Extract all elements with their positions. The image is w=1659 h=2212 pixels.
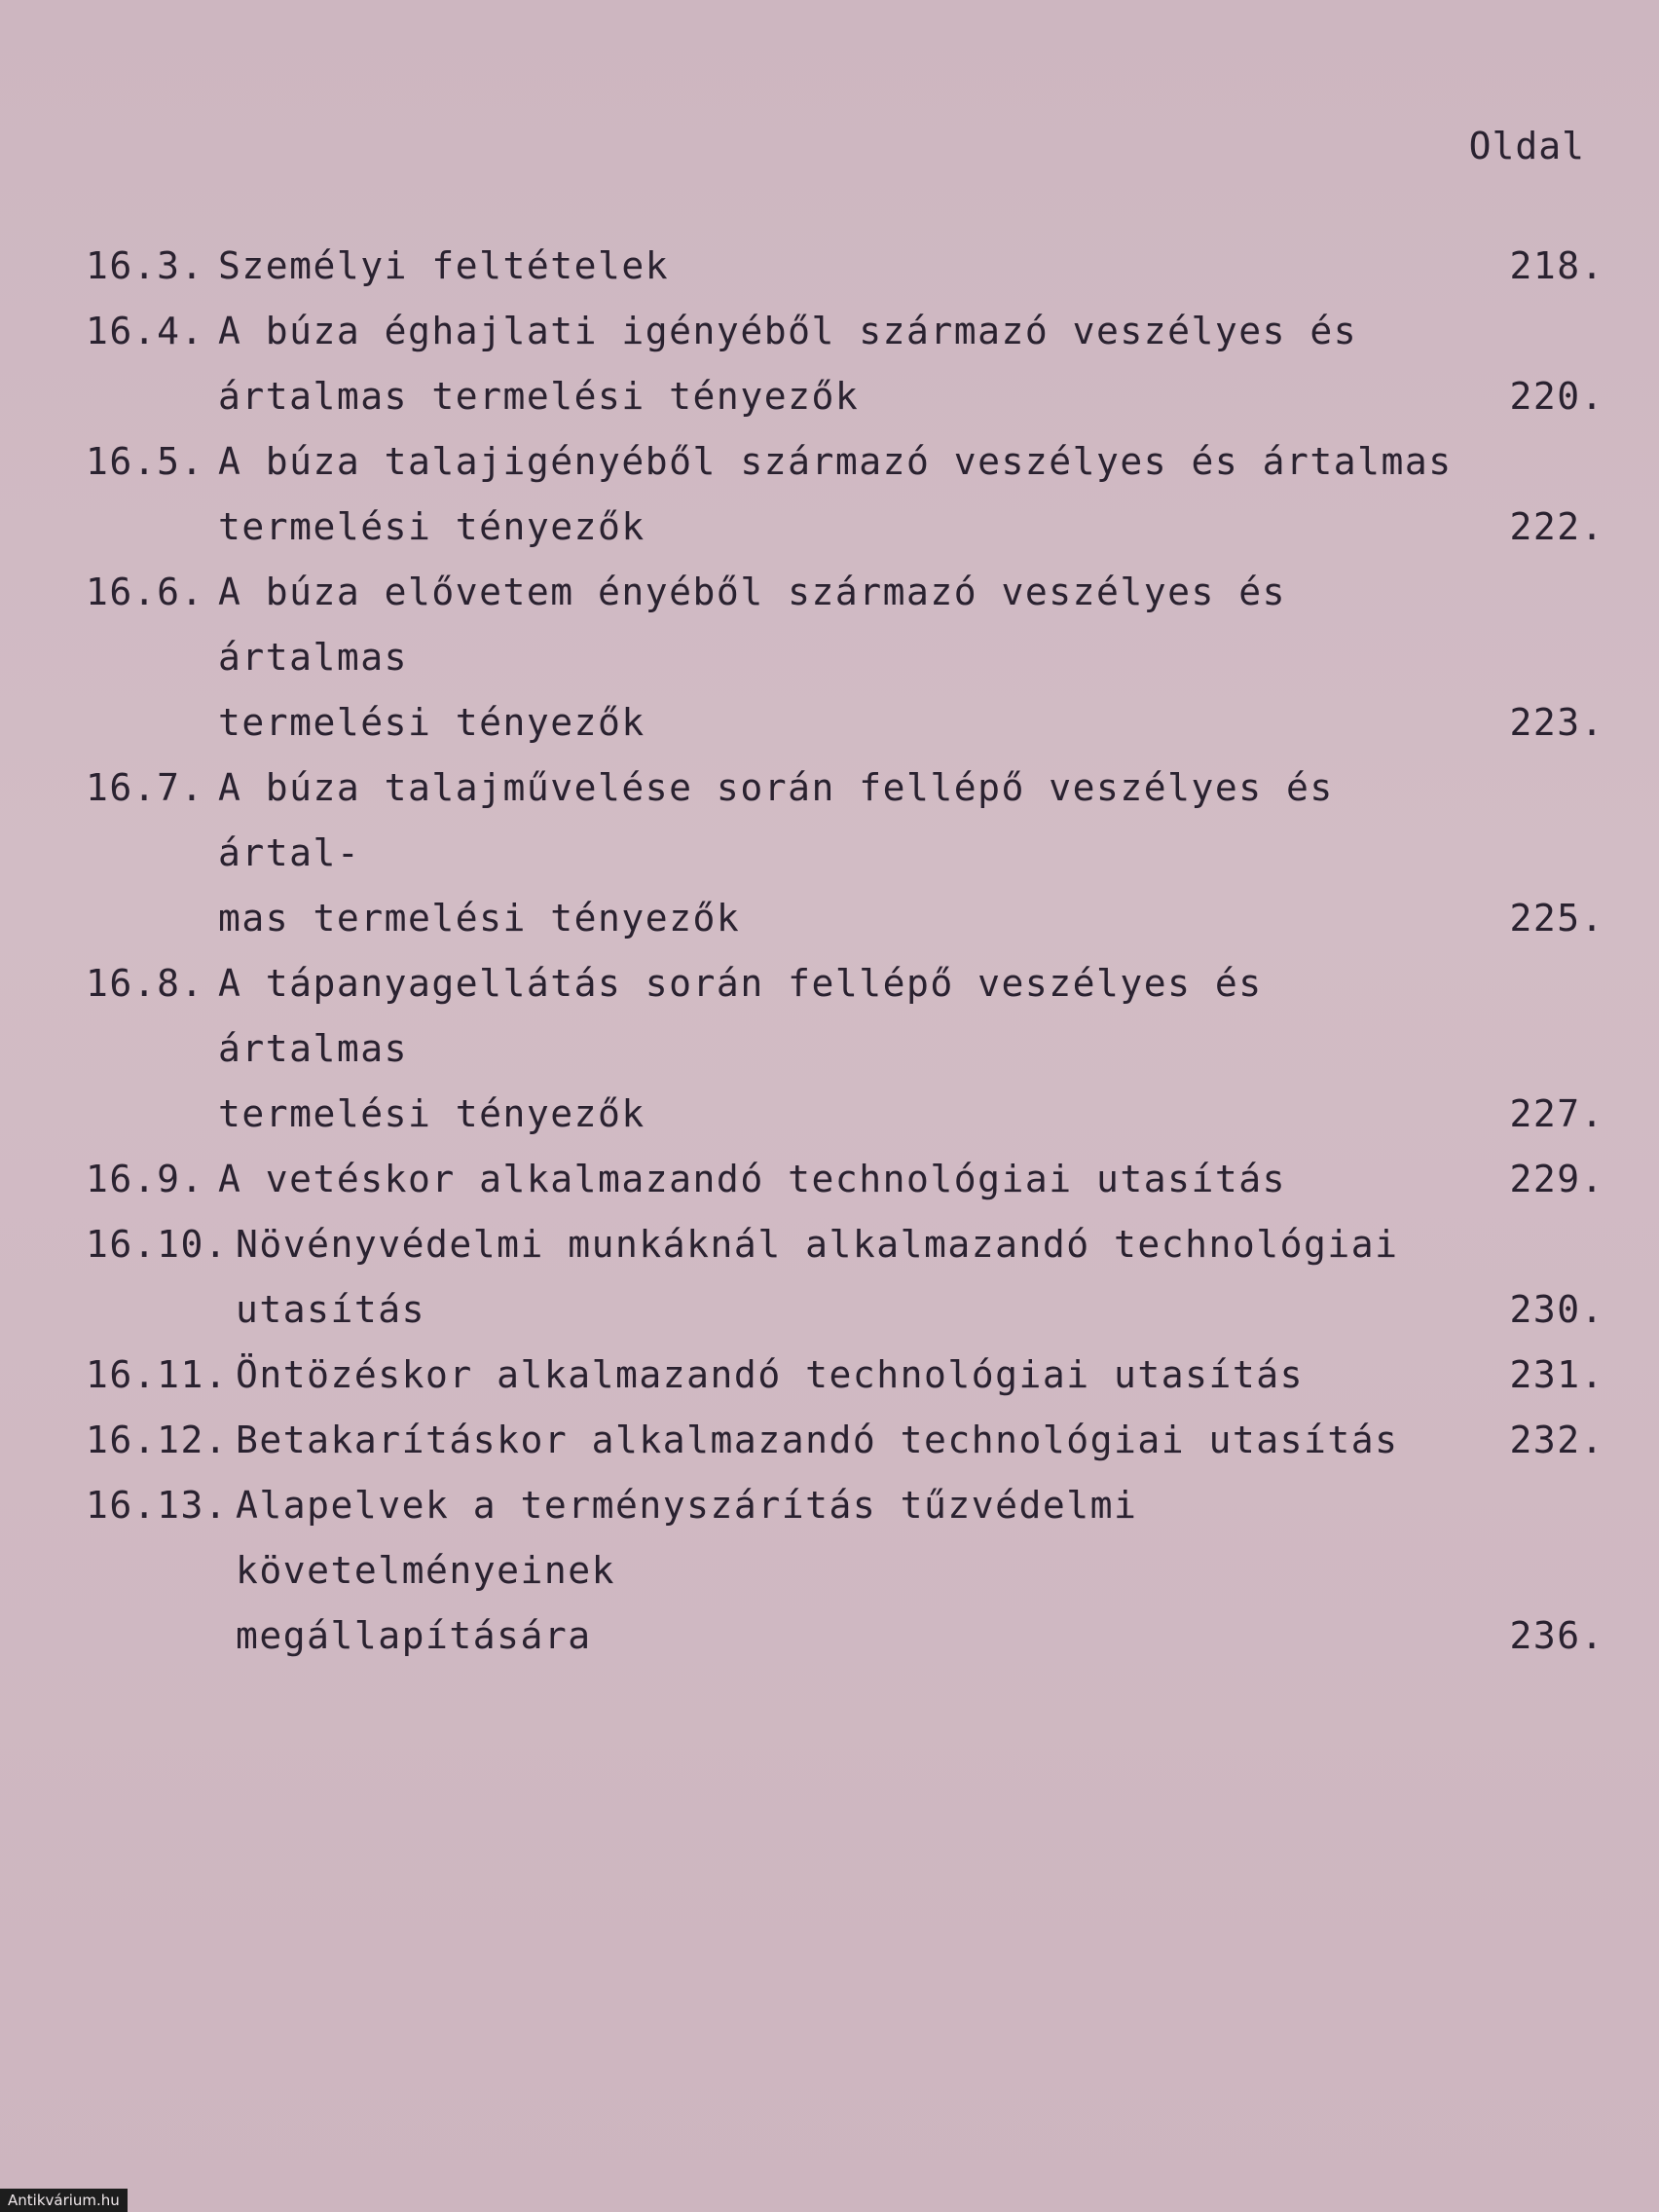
entry-page-number: 222. — [1509, 505, 1604, 548]
entry-title: A búza talajigényéből származó veszélyes és ártalmas termelési tényezők — [218, 440, 1453, 548]
entry-number: 16.11. — [86, 1353, 229, 1396]
entry-title: Alapelvek a terményszárítás tűzvédelmi követelményeinek megállapítására — [236, 1484, 1138, 1657]
toc-entry-16-3 — [86, 234, 1604, 299]
entry-page-number: 218. — [1509, 244, 1604, 287]
entry-title: A búza éghajlati igényéből származó veszélyes és ártalmas termelési tényezők — [218, 310, 1358, 418]
entry-number: 16.13. — [86, 1484, 229, 1527]
entry-number: 16.6. — [86, 571, 204, 613]
watermark-label: Antikvárium.hu — [0, 2189, 128, 2212]
page-column-header: Oldal — [1468, 125, 1585, 167]
entry-page-number: 231. — [1509, 1353, 1604, 1396]
entry-page-number: 232. — [1509, 1419, 1604, 1461]
entry-number: 16.3. — [86, 244, 204, 287]
entry-page-number: 227. — [1509, 1092, 1604, 1135]
toc-entry-16-11 — [86, 1343, 1604, 1408]
entry-page-number: 220. — [1509, 375, 1604, 418]
entry-title: A tápanyagellátás során fellépő veszélyes és ártalmas termelési tényezők — [218, 962, 1263, 1135]
toc-entry-16-6 — [86, 560, 1604, 756]
entry-title: Öntözéskor alkalmazandó technológiai utasítás — [236, 1353, 1305, 1396]
entry-number: 16.5. — [86, 440, 204, 483]
entry-title: Növényvédelmi munkáknál alkalmazandó technológiai utasítás — [236, 1223, 1399, 1331]
toc-entry-16-10 — [86, 1212, 1604, 1343]
entry-page-number: 230. — [1509, 1288, 1604, 1331]
entry-page-number: 225. — [1509, 897, 1604, 940]
entry-number: 16.10. — [86, 1223, 229, 1266]
table-of-contents — [86, 234, 1604, 1669]
toc-entry-16-7 — [86, 756, 1604, 951]
entry-number: 16.9. — [86, 1158, 204, 1200]
entry-page-number: 229. — [1509, 1158, 1604, 1200]
toc-entry-16-4 — [86, 299, 1604, 429]
toc-entry-16-5 — [86, 429, 1604, 560]
entry-title: A búza elővetem ényéből származó veszélyes és ártalmas termelési tényezők — [218, 571, 1287, 744]
entry-number: 16.12. — [86, 1419, 229, 1461]
entry-title: A vetéskor alkalmazandó technológiai utasítás — [218, 1158, 1287, 1200]
toc-entry-16-13 — [86, 1473, 1604, 1669]
entry-number: 16.4. — [86, 310, 204, 352]
toc-entry-16-8 — [86, 951, 1604, 1147]
entry-title: Betakarításkor alkalmazandó technológiai utasítás — [236, 1419, 1399, 1461]
toc-entry-16-9 — [86, 1147, 1604, 1212]
entry-page-number: 223. — [1509, 701, 1604, 744]
entry-number: 16.8. — [86, 962, 204, 1005]
entry-number: 16.7. — [86, 766, 204, 809]
entry-title: A búza talajművelése során fellépő veszélyes és ártal- mas termelési tényezők — [218, 766, 1334, 940]
entry-page-number: 236. — [1509, 1614, 1604, 1657]
entry-title: Személyi feltételek — [218, 244, 670, 287]
toc-entry-16-12 — [86, 1408, 1604, 1473]
